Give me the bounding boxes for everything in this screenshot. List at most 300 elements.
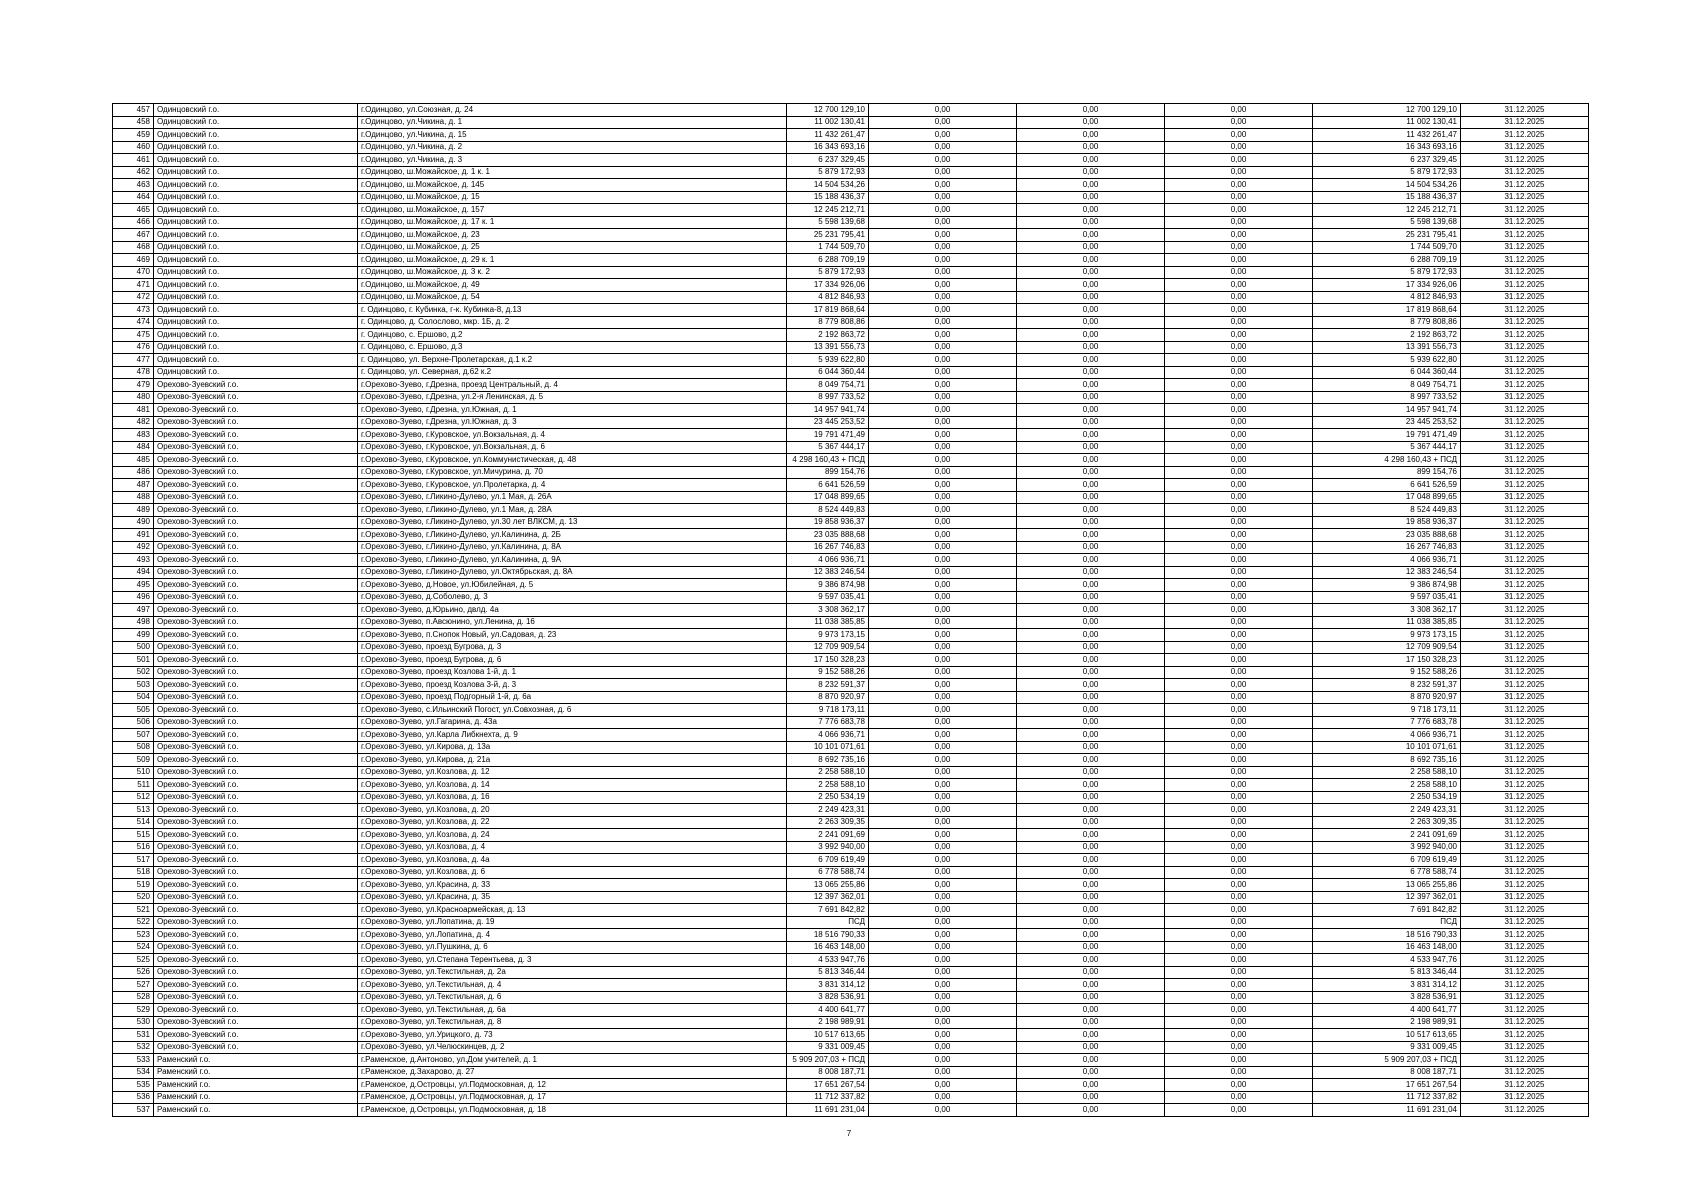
table-row	[113, 616, 1589, 629]
row-number: 458	[113, 116, 154, 129]
deadline-cell: 31.12.2025	[1461, 216, 1589, 229]
total-cost-cell: 5 939 622,80	[787, 354, 869, 367]
table-row	[113, 1016, 1589, 1029]
address-cell: г.Орехово-Зуево, д.Соболево, д. 3	[358, 591, 787, 604]
table-row	[113, 929, 1589, 942]
fund-cell-2: 0,00	[1017, 816, 1165, 829]
address-cell: г.Орехово-Зуево, ул.Челюскинцев, д. 2	[358, 1041, 787, 1054]
address-cell: г.Орехово-Зуево, д.Юрьино, двлд. 4а	[358, 604, 787, 617]
fund-cell-2: 0,00	[1017, 354, 1165, 367]
fund-cell-2: 0,00	[1017, 154, 1165, 167]
deadline-cell: 31.12.2025	[1461, 691, 1589, 704]
district-cell: Орехово-Зуевский г.о.	[154, 791, 358, 804]
total-cost-cell: 12 700 129,10	[787, 104, 869, 117]
deadline-cell: 31.12.2025	[1461, 766, 1589, 779]
fund-cell-2: 0,00	[1017, 866, 1165, 879]
district-cell: Одинцовский г.о.	[154, 291, 358, 304]
address-cell: г.Орехово-Зуево, проезд Бугрова, д. 6	[358, 654, 787, 667]
district-cell: Раменский г.о.	[154, 1054, 358, 1067]
fund-cell-1: 0,00	[869, 691, 1017, 704]
table-row	[113, 641, 1589, 654]
table-row	[113, 729, 1589, 742]
address-cell: г.Раменское, д.Захарово, д. 27	[358, 1066, 787, 1079]
fund-cell-1: 0,00	[869, 229, 1017, 242]
total-cost-cell: 6 044 360,44	[787, 366, 869, 379]
district-cell: Орехово-Зуевский г.о.	[154, 529, 358, 542]
deadline-cell: 31.12.2025	[1461, 654, 1589, 667]
fund-cell-2: 0,00	[1017, 529, 1165, 542]
fund-cell-3: 0,00	[1165, 366, 1313, 379]
regional-fund-cell: 6 641 526,59	[1313, 479, 1461, 492]
district-cell: Одинцовский г.о.	[154, 254, 358, 267]
deadline-cell: 31.12.2025	[1461, 116, 1589, 129]
deadline-cell: 31.12.2025	[1461, 891, 1589, 904]
table-row	[113, 466, 1589, 479]
fund-cell-2: 0,00	[1017, 629, 1165, 642]
fund-cell-3: 0,00	[1165, 116, 1313, 129]
address-cell: г.Орехово-Зуево, г.Ликино-Дулево, ул.Калинина, д. 8А	[358, 541, 787, 554]
district-cell: Орехово-Зуевский г.о.	[154, 904, 358, 917]
fund-cell-1: 0,00	[869, 404, 1017, 417]
table-row	[113, 404, 1589, 417]
row-number: 484	[113, 441, 154, 454]
fund-cell-1: 0,00	[869, 1079, 1017, 1092]
fund-cell-1: 0,00	[869, 266, 1017, 279]
total-cost-cell: 8 008 187,71	[787, 1066, 869, 1079]
regional-fund-cell: 19 858 936,37	[1313, 516, 1461, 529]
table-row	[113, 954, 1589, 967]
address-cell: г.Орехово-Зуево, ул.Текстильная, д. 4	[358, 979, 787, 992]
deadline-cell: 31.12.2025	[1461, 929, 1589, 942]
fund-cell-1: 0,00	[869, 629, 1017, 642]
regional-fund-cell: 17 048 899,65	[1313, 491, 1461, 504]
fund-cell-1: 0,00	[869, 1091, 1017, 1104]
fund-cell-2: 0,00	[1017, 991, 1165, 1004]
deadline-cell: 31.12.2025	[1461, 991, 1589, 1004]
table-row	[113, 579, 1589, 592]
table-row	[113, 291, 1589, 304]
deadline-cell: 31.12.2025	[1461, 529, 1589, 542]
row-number: 519	[113, 879, 154, 892]
regional-fund-cell: 3 308 362,17	[1313, 604, 1461, 617]
regional-fund-cell: 2 249 423,31	[1313, 804, 1461, 817]
total-cost-cell: 3 308 362,17	[787, 604, 869, 617]
total-cost-cell: 8 997 733,52	[787, 391, 869, 404]
table-row	[113, 741, 1589, 754]
total-cost-cell: 23 445 253,52	[787, 416, 869, 429]
row-number: 497	[113, 604, 154, 617]
district-cell: Орехово-Зуевский г.о.	[154, 941, 358, 954]
district-cell: Одинцовский г.о.	[154, 366, 358, 379]
deadline-cell: 31.12.2025	[1461, 391, 1589, 404]
regional-fund-cell: 4 066 936,71	[1313, 729, 1461, 742]
total-cost-cell: 2 258 588,10	[787, 779, 869, 792]
total-cost-cell: 4 066 936,71	[787, 729, 869, 742]
regional-fund-cell: 14 504 534,26	[1313, 179, 1461, 192]
table-row	[113, 316, 1589, 329]
row-number: 512	[113, 791, 154, 804]
table-row	[113, 654, 1589, 667]
address-cell: г.Орехово-Зуево, г.Ликино-Дулево, ул.Калинина, д. 9А	[358, 554, 787, 567]
fund-cell-2: 0,00	[1017, 879, 1165, 892]
fund-cell-1: 0,00	[869, 504, 1017, 517]
address-cell: г.Орехово-Зуево, г.Дрезна, ул.Южная, д. 1	[358, 404, 787, 417]
regional-fund-cell: 25 231 795,41	[1313, 229, 1461, 242]
fund-cell-3: 0,00	[1165, 529, 1313, 542]
fund-cell-2: 0,00	[1017, 716, 1165, 729]
deadline-cell: 31.12.2025	[1461, 741, 1589, 754]
deadline-cell: 31.12.2025	[1461, 266, 1589, 279]
row-number: 526	[113, 966, 154, 979]
total-cost-cell: 9 152 588,26	[787, 666, 869, 679]
row-number: 505	[113, 704, 154, 717]
total-cost-cell: 17 819 868,64	[787, 304, 869, 317]
row-number: 466	[113, 216, 154, 229]
deadline-cell: 31.12.2025	[1461, 341, 1589, 354]
deadline-cell: 31.12.2025	[1461, 804, 1589, 817]
address-cell: г.Орехово-Зуево, ул.Текстильная, д. 6	[358, 991, 787, 1004]
total-cost-cell: 6 288 709,19	[787, 254, 869, 267]
fund-cell-3: 0,00	[1165, 604, 1313, 617]
fund-cell-2: 0,00	[1017, 216, 1165, 229]
district-cell: Орехово-Зуевский г.о.	[154, 616, 358, 629]
district-cell: Одинцовский г.о.	[154, 179, 358, 192]
address-cell: г.Орехово-Зуево, г.Дрезна, проезд Центральный, д. 4	[358, 379, 787, 392]
district-cell: Орехово-Зуевский г.о.	[154, 1004, 358, 1017]
regional-fund-cell: 6 709 619,49	[1313, 854, 1461, 867]
total-cost-cell: 17 150 328,23	[787, 654, 869, 667]
fund-cell-1: 0,00	[869, 166, 1017, 179]
fund-cell-2: 0,00	[1017, 1054, 1165, 1067]
row-number: 502	[113, 666, 154, 679]
address-cell: г.Орехово-Зуево, проезд Козлова 3-й, д. 3	[358, 679, 787, 692]
regional-fund-cell: 8 524 449,83	[1313, 504, 1461, 517]
fund-cell-1: 0,00	[869, 1054, 1017, 1067]
fund-cell-1: 0,00	[869, 216, 1017, 229]
address-cell: г. Одинцово, ул. Верхне-Пролетарская, д.1 к.2	[358, 354, 787, 367]
row-number: 527	[113, 979, 154, 992]
table-row	[113, 304, 1589, 317]
row-number: 524	[113, 941, 154, 954]
fund-cell-3: 0,00	[1165, 579, 1313, 592]
fund-cell-1: 0,00	[869, 891, 1017, 904]
row-number: 487	[113, 479, 154, 492]
fund-cell-1: 0,00	[869, 304, 1017, 317]
row-number: 517	[113, 854, 154, 867]
row-number: 493	[113, 554, 154, 567]
fund-cell-2: 0,00	[1017, 479, 1165, 492]
fund-cell-1: 0,00	[869, 1029, 1017, 1042]
fund-cell-3: 0,00	[1165, 879, 1313, 892]
fund-cell-3: 0,00	[1165, 991, 1313, 1004]
district-cell: Орехово-Зуевский г.о.	[154, 491, 358, 504]
fund-cell-1: 0,00	[869, 754, 1017, 767]
fund-cell-3: 0,00	[1165, 454, 1313, 467]
address-cell: г.Раменское, д.Островцы, ул.Подмосковная, д. 18	[358, 1104, 787, 1117]
total-cost-cell: 8 524 449,83	[787, 504, 869, 517]
fund-cell-1: 0,00	[869, 116, 1017, 129]
fund-cell-1: 0,00	[869, 566, 1017, 579]
fund-cell-1: 0,00	[869, 541, 1017, 554]
row-number: 462	[113, 166, 154, 179]
fund-cell-2: 0,00	[1017, 641, 1165, 654]
fund-cell-1: 0,00	[869, 916, 1017, 929]
fund-cell-2: 0,00	[1017, 1029, 1165, 1042]
fund-cell-2: 0,00	[1017, 104, 1165, 117]
fund-cell-2: 0,00	[1017, 291, 1165, 304]
total-cost-cell: 4 533 947,76	[787, 954, 869, 967]
deadline-cell: 31.12.2025	[1461, 504, 1589, 517]
row-number: 500	[113, 641, 154, 654]
fund-cell-2: 0,00	[1017, 591, 1165, 604]
table-row	[113, 1004, 1589, 1017]
deadline-cell: 31.12.2025	[1461, 229, 1589, 242]
row-number: 518	[113, 866, 154, 879]
fund-cell-1: 0,00	[869, 341, 1017, 354]
fund-cell-1: 0,00	[869, 204, 1017, 217]
address-cell: г.Орехово-Зуево, ул.Козлова, д. 16	[358, 791, 787, 804]
address-cell: г.Орехово-Зуево, г.Куровское, ул.Вокзальная, д. 6	[358, 441, 787, 454]
district-cell: Орехово-Зуевский г.о.	[154, 554, 358, 567]
fund-cell-2: 0,00	[1017, 329, 1165, 342]
table-row	[113, 266, 1589, 279]
address-cell: г. Одинцово, ул. Северная, д.62 к.2	[358, 366, 787, 379]
fund-cell-3: 0,00	[1165, 616, 1313, 629]
deadline-cell: 31.12.2025	[1461, 1104, 1589, 1117]
fund-cell-3: 0,00	[1165, 416, 1313, 429]
fund-cell-1: 0,00	[869, 466, 1017, 479]
row-number: 507	[113, 729, 154, 742]
regional-fund-cell: 11 432 261,47	[1313, 129, 1461, 142]
district-cell: Одинцовский г.о.	[154, 116, 358, 129]
deadline-cell: 31.12.2025	[1461, 704, 1589, 717]
fund-cell-2: 0,00	[1017, 429, 1165, 442]
fund-cell-3: 0,00	[1165, 129, 1313, 142]
row-number: 501	[113, 654, 154, 667]
fund-cell-1: 0,00	[869, 954, 1017, 967]
total-cost-cell: 6 709 619,49	[787, 854, 869, 867]
row-number: 520	[113, 891, 154, 904]
row-number: 488	[113, 491, 154, 504]
row-number: 495	[113, 579, 154, 592]
regional-fund-cell: 12 383 246,54	[1313, 566, 1461, 579]
fund-cell-2: 0,00	[1017, 779, 1165, 792]
regional-fund-cell: 9 597 035,41	[1313, 591, 1461, 604]
fund-cell-1: 0,00	[869, 879, 1017, 892]
regional-fund-cell: 6 237 329,45	[1313, 154, 1461, 167]
total-cost-cell: 16 343 693,16	[787, 141, 869, 154]
table-row	[113, 279, 1589, 292]
table-row	[113, 429, 1589, 442]
regional-fund-cell: 5 598 139,68	[1313, 216, 1461, 229]
district-cell: Одинцовский г.о.	[154, 204, 358, 217]
fund-cell-3: 0,00	[1165, 766, 1313, 779]
regional-fund-cell: 2 258 588,10	[1313, 766, 1461, 779]
fund-cell-3: 0,00	[1165, 429, 1313, 442]
fund-cell-3: 0,00	[1165, 279, 1313, 292]
fund-cell-1: 0,00	[869, 816, 1017, 829]
address-cell: г.Одинцово, ш.Можайское, д. 17 к. 1	[358, 216, 787, 229]
district-cell: Одинцовский г.о.	[154, 166, 358, 179]
address-cell: г.Орехово-Зуево, г.Куровское, ул.Коммунистическая, д. 48	[358, 454, 787, 467]
deadline-cell: 31.12.2025	[1461, 441, 1589, 454]
fund-cell-2: 0,00	[1017, 604, 1165, 617]
table-row	[113, 591, 1589, 604]
row-number: 529	[113, 1004, 154, 1017]
row-number: 482	[113, 416, 154, 429]
address-cell: г.Орехово-Зуево, ул.Текстильная, д. 2а	[358, 966, 787, 979]
address-cell: г.Раменское, д.Островцы, ул.Подмосковная, д. 12	[358, 1079, 787, 1092]
total-cost-cell: 8 232 591,37	[787, 679, 869, 692]
regional-fund-cell: 1 744 509,70	[1313, 241, 1461, 254]
deadline-cell: 31.12.2025	[1461, 329, 1589, 342]
address-cell: г.Орехово-Зуево, ул.Кирова, д. 13а	[358, 741, 787, 754]
regional-fund-cell: 899 154,76	[1313, 466, 1461, 479]
address-cell: г.Раменское, д.Островцы, ул.Подмосковная, д. 17	[358, 1091, 787, 1104]
district-cell: Орехово-Зуевский г.о.	[154, 879, 358, 892]
total-cost-cell: 12 245 212,71	[787, 204, 869, 217]
register-table	[112, 103, 1589, 1117]
deadline-cell: 31.12.2025	[1461, 854, 1589, 867]
fund-cell-3: 0,00	[1165, 291, 1313, 304]
fund-cell-2: 0,00	[1017, 916, 1165, 929]
regional-fund-cell: 11 712 337,82	[1313, 1091, 1461, 1104]
fund-cell-3: 0,00	[1165, 1066, 1313, 1079]
address-cell: г.Орехово-Зуево, ул.Красина, д. 35	[358, 891, 787, 904]
address-cell: г.Орехово-Зуево, ул.Степана Терентьева, д. 3	[358, 954, 787, 967]
address-cell: г.Одинцово, ш.Можайское, д. 29 к. 1	[358, 254, 787, 267]
fund-cell-1: 0,00	[869, 479, 1017, 492]
table-row	[113, 716, 1589, 729]
address-cell: г.Орехово-Зуево, г.Ликино-Дулево, ул.1 Мая, д. 26А	[358, 491, 787, 504]
row-number: 496	[113, 591, 154, 604]
address-cell: г.Одинцово, ул.Союзная, д. 24	[358, 104, 787, 117]
district-cell: Одинцовский г.о.	[154, 154, 358, 167]
fund-cell-3: 0,00	[1165, 166, 1313, 179]
row-number: 537	[113, 1104, 154, 1117]
row-number: 467	[113, 229, 154, 242]
regional-fund-cell: 7 776 683,78	[1313, 716, 1461, 729]
deadline-cell: 31.12.2025	[1461, 416, 1589, 429]
fund-cell-3: 0,00	[1165, 341, 1313, 354]
deadline-cell: 31.12.2025	[1461, 141, 1589, 154]
regional-fund-cell: 8 692 735,16	[1313, 754, 1461, 767]
fund-cell-3: 0,00	[1165, 566, 1313, 579]
row-number: 509	[113, 754, 154, 767]
total-cost-cell: 19 791 471,49	[787, 429, 869, 442]
regional-fund-cell: 12 700 129,10	[1313, 104, 1461, 117]
regional-fund-cell: 13 391 556,73	[1313, 341, 1461, 354]
deadline-cell: 31.12.2025	[1461, 566, 1589, 579]
total-cost-cell: 13 065 255,86	[787, 879, 869, 892]
fund-cell-3: 0,00	[1165, 466, 1313, 479]
address-cell: г.Одинцово, ш.Можайское, д. 25	[358, 241, 787, 254]
fund-cell-1: 0,00	[869, 141, 1017, 154]
table-row	[113, 129, 1589, 142]
address-cell: г.Одинцово, ул.Чикина, д. 3	[358, 154, 787, 167]
fund-cell-1: 0,00	[869, 191, 1017, 204]
fund-cell-2: 0,00	[1017, 341, 1165, 354]
total-cost-cell: 17 048 899,65	[787, 491, 869, 504]
fund-cell-1: 0,00	[869, 579, 1017, 592]
district-cell: Орехово-Зуевский г.о.	[154, 916, 358, 929]
deadline-cell: 31.12.2025	[1461, 191, 1589, 204]
fund-cell-1: 0,00	[869, 766, 1017, 779]
total-cost-cell: 5 879 172,93	[787, 166, 869, 179]
table-row	[113, 879, 1589, 892]
regional-fund-cell: 5 909 207,03 + ПСД	[1313, 1054, 1461, 1067]
regional-fund-cell: 17 334 926,06	[1313, 279, 1461, 292]
fund-cell-1: 0,00	[869, 329, 1017, 342]
deadline-cell: 31.12.2025	[1461, 941, 1589, 954]
deadline-cell: 31.12.2025	[1461, 1079, 1589, 1092]
district-cell: Орехово-Зуевский г.о.	[154, 829, 358, 842]
address-cell: г.Одинцово, ул.Чикина, д. 1	[358, 116, 787, 129]
total-cost-cell: 3 831 314,12	[787, 979, 869, 992]
table-row	[113, 841, 1589, 854]
row-number: 491	[113, 529, 154, 542]
row-number: 511	[113, 779, 154, 792]
district-cell: Раменский г.о.	[154, 1066, 358, 1079]
fund-cell-3: 0,00	[1165, 829, 1313, 842]
deadline-cell: 31.12.2025	[1461, 954, 1589, 967]
regional-fund-cell: 17 150 328,23	[1313, 654, 1461, 667]
deadline-cell: 31.12.2025	[1461, 979, 1589, 992]
table-row	[113, 254, 1589, 267]
deadline-cell: 31.12.2025	[1461, 629, 1589, 642]
fund-cell-3: 0,00	[1165, 841, 1313, 854]
deadline-cell: 31.12.2025	[1461, 916, 1589, 929]
fund-cell-3: 0,00	[1165, 954, 1313, 967]
regional-fund-cell: 2 258 588,10	[1313, 779, 1461, 792]
table-row	[113, 166, 1589, 179]
fund-cell-1: 0,00	[869, 429, 1017, 442]
fund-cell-3: 0,00	[1165, 754, 1313, 767]
fund-cell-3: 0,00	[1165, 354, 1313, 367]
row-number: 530	[113, 1016, 154, 1029]
fund-cell-2: 0,00	[1017, 179, 1165, 192]
fund-cell-3: 0,00	[1165, 704, 1313, 717]
row-number: 510	[113, 766, 154, 779]
regional-fund-cell: 12 245 212,71	[1313, 204, 1461, 217]
row-number: 486	[113, 466, 154, 479]
regional-fund-cell: 11 038 385,85	[1313, 616, 1461, 629]
fund-cell-2: 0,00	[1017, 1079, 1165, 1092]
total-cost-cell: 2 241 091,69	[787, 829, 869, 842]
fund-cell-2: 0,00	[1017, 379, 1165, 392]
fund-cell-3: 0,00	[1165, 1091, 1313, 1104]
address-cell: г.Одинцово, ш.Можайское, д. 15	[358, 191, 787, 204]
table-row	[113, 204, 1589, 217]
fund-cell-2: 0,00	[1017, 579, 1165, 592]
fund-cell-2: 0,00	[1017, 904, 1165, 917]
row-number: 479	[113, 379, 154, 392]
regional-fund-cell: 2 198 989,91	[1313, 1016, 1461, 1029]
table-row	[113, 1104, 1589, 1117]
address-cell: г. Одинцово, г. Кубинка, г-к. Кубинка-8, д.13	[358, 304, 787, 317]
district-cell: Одинцовский г.о.	[154, 241, 358, 254]
deadline-cell: 31.12.2025	[1461, 641, 1589, 654]
district-cell: Орехово-Зуевский г.о.	[154, 404, 358, 417]
row-number: 515	[113, 829, 154, 842]
row-number: 471	[113, 279, 154, 292]
regional-fund-cell: 11 002 130,41	[1313, 116, 1461, 129]
total-cost-cell: 12 397 362,01	[787, 891, 869, 904]
address-cell: г.Одинцово, ул.Чикина, д. 15	[358, 129, 787, 142]
address-cell: г.Орехово-Зуево, г.Дрезна, ул.2-я Ленинская, д. 5	[358, 391, 787, 404]
fund-cell-1: 0,00	[869, 104, 1017, 117]
deadline-cell: 31.12.2025	[1461, 1066, 1589, 1079]
